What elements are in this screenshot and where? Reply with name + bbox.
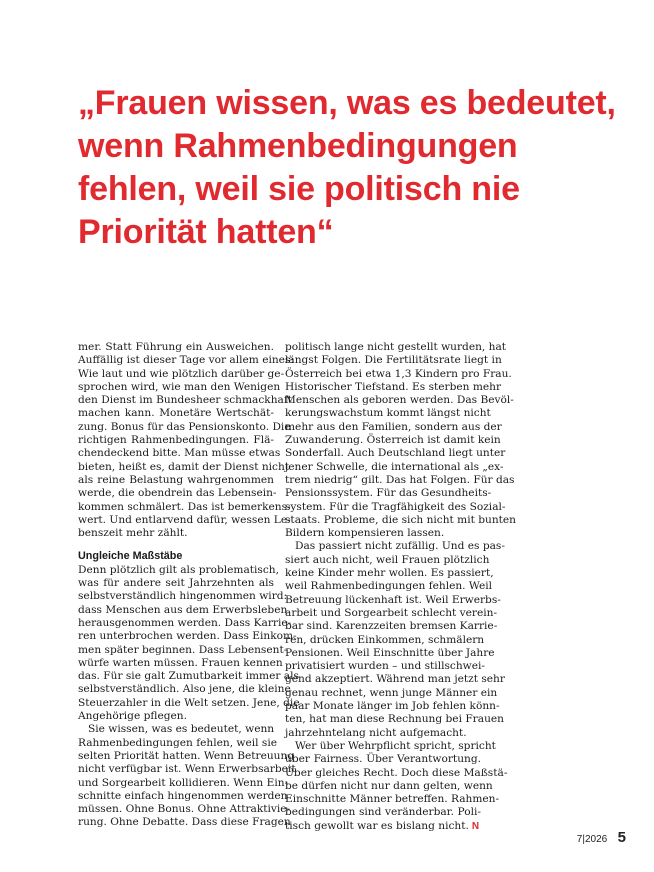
text-line xyxy=(78,630,297,643)
text-line-content: Wie laut und wie plötzlich darüber ge- xyxy=(78,367,285,380)
text-line-content: Betreuung lückenhaft ist. Weil Erwerbs- xyxy=(285,593,501,606)
text-line-content: Historischer Tiefstand. Es sterben mehr xyxy=(285,380,502,393)
text-line xyxy=(285,407,491,420)
text-line xyxy=(78,407,274,420)
text-line-content: machen kann. Monetäre Wertschät- xyxy=(78,407,274,420)
text-line-content: wert. Und entlarvend dafür, wessen Le- xyxy=(78,513,291,526)
text-line-content: chendeckend bitte. Man müsse etwas xyxy=(78,447,281,460)
text-line xyxy=(285,434,501,447)
pull-quote-headline xyxy=(78,82,638,254)
text-line-content: Bildern kompensieren lassen. xyxy=(285,527,445,540)
text-line xyxy=(78,656,283,670)
text-line-content: mer. Statt Führung ein Ausweichen. xyxy=(78,341,274,353)
text-line-content: und Sorgearbeit kollidieren. Wenn Ein- xyxy=(78,776,289,789)
text-line xyxy=(78,696,300,710)
page-footer xyxy=(577,829,626,847)
text-line-content: privatisiert wurden – und stillschwei- xyxy=(285,660,485,673)
text-line xyxy=(285,739,496,753)
text-line xyxy=(78,420,291,434)
text-line xyxy=(78,341,274,354)
text-line-content: weil Rahmenbedingungen fehlen. Weil xyxy=(285,580,492,593)
text-line xyxy=(78,683,291,696)
text-line-content: benszeit mehr zählt. xyxy=(78,527,188,540)
text-line-content: würfe warten müssen. Frauen kennen xyxy=(78,656,283,669)
text-line xyxy=(78,563,279,577)
paragraph xyxy=(285,540,505,739)
paragraph xyxy=(78,341,294,540)
text-line xyxy=(285,527,481,540)
end-mark-icon: N xyxy=(471,820,480,832)
text-line xyxy=(78,789,288,803)
text-line xyxy=(78,816,291,829)
text-line xyxy=(78,513,291,527)
text-line xyxy=(285,420,502,434)
text-line-content: selten Priorität hatten. Wenn Betreuung xyxy=(78,749,295,762)
text-line xyxy=(285,460,504,474)
paragraph xyxy=(285,341,516,540)
text-line-content: müssen. Ohne Bonus. Ohne Attraktivie- xyxy=(78,803,291,816)
text-line xyxy=(285,500,506,514)
text-line-content: bieten, heißt es, damit der Dienst nicht xyxy=(78,460,290,473)
text-line-content: werde, die obendrein das Lebensein- xyxy=(78,487,277,500)
text-line xyxy=(78,643,288,657)
text-line xyxy=(78,577,274,590)
text-line-content: Das passiert nicht zufällig. Und es pas- xyxy=(295,540,505,553)
text-line xyxy=(285,553,490,567)
text-line-content: selbstverständlich. Also jene, die kleine xyxy=(78,683,291,696)
text-line-content: siert auch nicht, weil Frauen plötzlich xyxy=(285,553,490,566)
text-line xyxy=(285,513,516,527)
text-line xyxy=(285,673,505,686)
headline-line: „Frauen wissen, was es bedeutet, xyxy=(78,84,616,122)
text-line-content: als reine Belastung wahrgenommen xyxy=(78,473,274,486)
text-line xyxy=(78,763,296,776)
subheading: Ungleiche Maßstäbe xyxy=(78,550,183,563)
text-line xyxy=(285,580,492,593)
headline-line: Priorität hatten“ xyxy=(78,213,334,251)
text-line xyxy=(78,527,274,540)
page-number: 5 xyxy=(617,829,626,846)
text-line-content: men später beginnen. Dass Lebensent- xyxy=(78,643,288,656)
text-line-content: jener Schwelle, die international als „ex- xyxy=(285,460,504,473)
text-line-content: sprochen wird, wie man den Wenigen xyxy=(78,380,281,393)
text-line-content: genau rechnet, wenn junge Männer ein xyxy=(285,686,498,699)
text-line xyxy=(78,803,291,816)
text-line-content: Menschen als geboren werden. Das Bevöl- xyxy=(285,394,514,407)
text-line-content: kerungswachstum kommt längst nicht xyxy=(285,407,491,420)
text-line-content: dass Menschen aus dem Erwerbsleben xyxy=(78,603,288,616)
text-line-content: ten, hat man diese Rechnung bei Frauen xyxy=(285,713,504,726)
text-line-content: ren, drücken Einkommen, schmälern xyxy=(285,633,485,646)
text-line-content: Zuwanderung. Österreich ist damit kein xyxy=(285,434,501,447)
text-line xyxy=(285,567,494,580)
text-line xyxy=(285,646,495,660)
text-line xyxy=(285,727,481,740)
text-line-content: arbeit und Sorgearbeit schlecht verein- xyxy=(285,606,498,619)
text-line-content: nicht verfügbar ist. Wenn Erwerbsarbeit xyxy=(78,763,296,776)
text-line-content: ren unterbrochen werden. Dass Einkom- xyxy=(78,630,297,643)
text-line xyxy=(78,776,289,790)
text-line-content: mehr aus den Familien, sondern aus der xyxy=(285,420,502,433)
text-line xyxy=(78,380,281,394)
text-line-content: den Dienst im Bundesheer schmackhaft xyxy=(78,394,293,407)
text-line xyxy=(78,367,285,381)
text-line xyxy=(78,590,288,603)
text-line-content: Denn plötzlich gilt als problematisch, xyxy=(78,563,279,576)
text-line-content: system. Für die Tragfähigkeit des Sozial- xyxy=(285,500,506,513)
text-line-content: längst Folgen. Die Fertilitätsrate liegt in xyxy=(285,354,502,367)
text-line-content: was für andere seit Jahrzehnten als xyxy=(78,577,274,590)
text-line xyxy=(285,793,500,806)
text-line xyxy=(285,766,508,780)
text-line-content: Angehörige pflegen. xyxy=(78,710,187,723)
text-line-content: Über gleiches Recht. Doch diese Maßstä- xyxy=(285,766,508,779)
text-line xyxy=(285,394,514,407)
text-line-content: das. Für sie galt Zumutbarkeit immer als xyxy=(78,670,299,683)
text-line-content: rung. Ohne Debatte. Dass diese Fragen xyxy=(78,816,291,829)
article-column-right xyxy=(285,341,516,833)
text-line-content: tisch gewollt war es bislang nicht. xyxy=(285,819,469,832)
text-line xyxy=(78,670,299,683)
paragraph xyxy=(78,723,296,829)
text-line xyxy=(285,473,515,487)
text-line xyxy=(285,700,500,713)
text-line xyxy=(285,606,498,620)
text-line-content: Wer über Wehrpflicht spricht, spricht xyxy=(295,739,496,752)
text-line-content: trem niedrig“ gilt. Das hat Folgen. Für das xyxy=(285,473,515,486)
text-line xyxy=(285,620,498,633)
text-line xyxy=(78,616,292,630)
text-line-content: richtigen Rahmenbedingungen. Flä- xyxy=(78,434,274,447)
text-line xyxy=(285,820,481,833)
text-line xyxy=(285,633,485,647)
text-line xyxy=(285,686,498,700)
text-line-content: keine Kinder mehr wollen. Es passiert, xyxy=(285,567,494,580)
text-line xyxy=(78,447,281,460)
text-line-content: staats. Probleme, die sich nicht mit bunten xyxy=(285,513,516,526)
text-line xyxy=(285,593,501,607)
text-line xyxy=(285,713,504,726)
text-line xyxy=(285,660,485,673)
text-line xyxy=(285,779,493,793)
text-line-content: Pensionen. Weil Einschnitte über Jahre xyxy=(285,646,495,659)
text-line-content: bar sind. Karenzzeiten bremsen Karrie- xyxy=(285,620,498,633)
text-line-content: paar Monate länger im Job fehlen könn- xyxy=(285,700,500,713)
text-line xyxy=(285,367,512,381)
text-line xyxy=(78,474,274,487)
text-line-content: herausgenommen werden. Dass Karrie- xyxy=(78,616,292,629)
text-line-content: Steuerzahler in die Welt setzen. Jene, die xyxy=(78,696,300,709)
text-line xyxy=(285,753,481,766)
text-line-content: kommen schmälert. Das ist bemerkens- xyxy=(78,500,291,513)
article-column-left xyxy=(78,341,300,830)
text-line-content: Sonderfall. Auch Deutschland liegt unter xyxy=(285,447,506,460)
text-line-content: selbstverständlich hingenommen wird: xyxy=(78,590,288,603)
text-line-content: Sie wissen, was es bedeutet, wenn xyxy=(88,723,275,736)
text-line-content: Pensionssystem. Für das Gesundheits- xyxy=(285,487,492,500)
text-line xyxy=(285,380,502,394)
text-line xyxy=(78,487,277,500)
text-line-content: schnitte einfach hingenommen werden xyxy=(78,789,288,802)
text-line-content: über Fairness. Über Verantwortung. xyxy=(285,753,481,766)
text-line xyxy=(285,540,505,553)
paragraph xyxy=(285,739,508,833)
text-line-content: Auffällig ist dieser Tage vor allem eines: xyxy=(78,354,294,367)
text-line xyxy=(285,354,502,367)
text-line-content: Rahmenbedingungen fehlen, weil sie xyxy=(78,736,278,749)
issue-number: 7|2026 xyxy=(576,834,608,845)
text-line xyxy=(78,710,274,723)
text-line xyxy=(78,749,295,763)
paragraph xyxy=(78,563,300,724)
text-line-content: jahrzehntelang nicht aufgemacht. xyxy=(285,726,467,739)
text-line xyxy=(78,603,288,617)
text-line-content: gend akzeptiert. Während man jetzt sehr xyxy=(285,673,505,686)
text-line-content: be dürfen nicht nur dann gelten, wenn xyxy=(285,779,493,792)
text-line xyxy=(78,723,274,736)
text-line-content: bedingungen sind veränderbar. Poli- xyxy=(285,806,481,819)
text-line xyxy=(285,447,506,460)
headline-line: fehlen, weil sie politisch nie xyxy=(78,170,520,208)
text-line xyxy=(78,500,291,514)
text-line-content: Österreich bei etwa 1,3 Kindern pro Frau. xyxy=(285,367,512,380)
text-line-content: zung. Bonus für das Pensionskonto. Die xyxy=(78,420,291,433)
text-line xyxy=(285,487,492,500)
text-line xyxy=(78,394,293,407)
text-line-content: Einschnitte Männer betreffen. Rahmen- xyxy=(285,793,500,806)
text-line xyxy=(285,806,481,819)
text-line xyxy=(78,460,290,474)
headline-line: wenn Rahmenbedingungen xyxy=(78,127,518,165)
text-line xyxy=(78,354,294,367)
text-line xyxy=(285,341,507,354)
text-line xyxy=(78,736,278,750)
text-line xyxy=(78,434,274,447)
text-line-content: politisch lange nicht gestellt wurden, hat xyxy=(285,341,507,353)
